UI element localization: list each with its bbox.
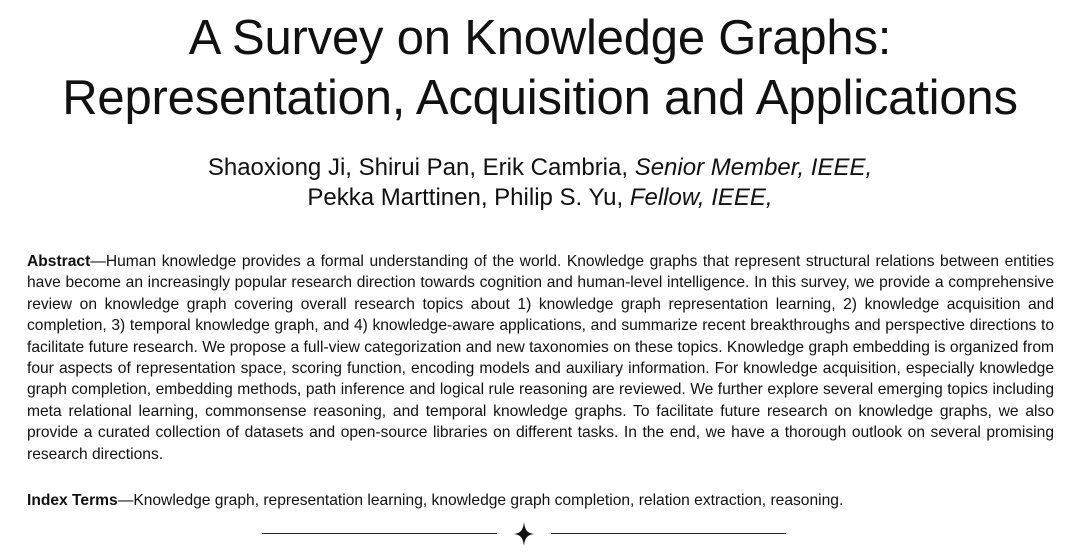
author-names-2: Pekka Marttinen, Philip S. Yu,: [307, 184, 624, 211]
divider-line-left: [262, 533, 497, 534]
abstract-label: Abstract: [27, 253, 91, 270]
divider-line-right: [551, 533, 786, 534]
index-terms-label: Index Terms: [27, 492, 118, 509]
author-affiliation-2: Fellow, IEEE,: [629, 184, 773, 211]
author-line-2: [0, 183, 1080, 213]
abstract-text: —Human knowledge provides a formal understanding of the world. Knowledge graphs that represent structural relations between entities have become an increasingly popular research direction towards cognition and human-level intelligence. In this survey, we provide a comprehensive review on knowledge graph covering overall research topics about 1) knowledge graph representation learning, 2) knowledge acquisition and completion, 3) temporal knowledge graph, and 4) knowledge-aware applications, and summarize recent breakthroughs and perspective directions to facilitate future research. We propose a full-view categorization and new taxonomies on these topics. Knowledge graph embedding is organized from four aspects of representation space, scoring function, encoding models and auxiliary information. For knowledge acquisition, especially knowledge graph completion, embedding methods, path inference and logical rule reasoning are reviewed. We further explore several emerging topics including meta relational learning, commonsense reasoning, and temporal knowledge graphs. To facilitate future research on knowledge graphs, we also provide a curated collection of datasets and open-source libraries on different tasks. In the end, we have a thorough outlook on several promising research directions.: [27, 253, 1054, 463]
section-divider: [262, 520, 786, 548]
four-point-star-icon: [513, 520, 535, 548]
author-affiliation-1: Senior Member, IEEE,: [634, 154, 873, 181]
abstract-paragraph: [27, 251, 1054, 465]
author-list: [0, 153, 1080, 213]
paper-title: [0, 8, 1080, 128]
author-names-1: Shaoxiong Ji, Shirui Pan, Erik Cambria,: [207, 154, 629, 181]
author-line-1: [0, 153, 1080, 183]
title-line-1: A Survey on Knowledge Graphs:: [188, 11, 892, 65]
title-line-2: Representation, Acquisition and Applications: [62, 71, 1018, 125]
index-terms-paragraph: [27, 490, 1054, 511]
index-terms-text: —Knowledge graph, representation learning, knowledge graph completion, relation extraction, reasoning.: [117, 492, 844, 509]
